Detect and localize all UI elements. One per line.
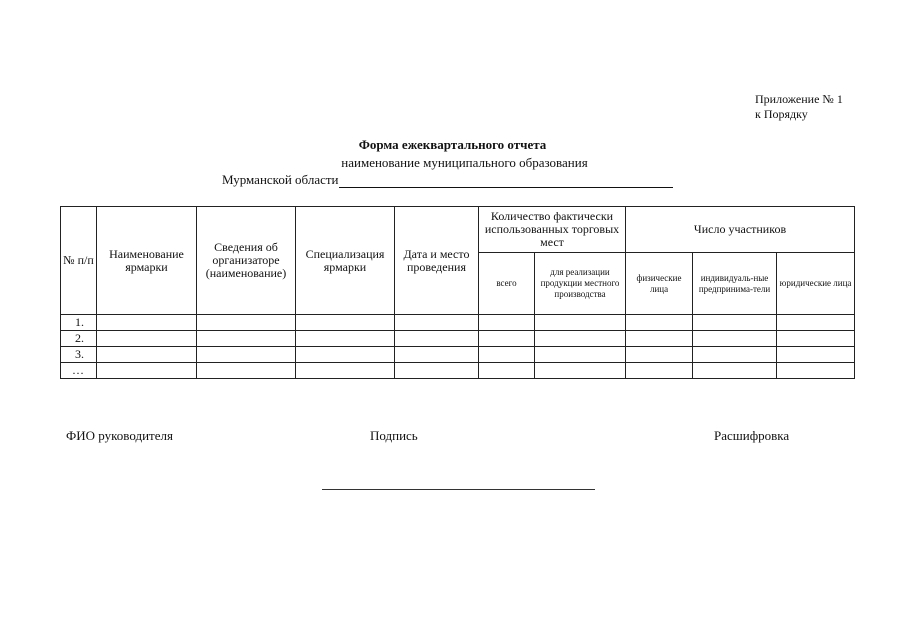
table-cell	[97, 331, 197, 347]
table-cell	[626, 347, 693, 363]
form-subtitle-text: наименование муниципального образования	[341, 155, 588, 170]
table-row	[61, 315, 855, 331]
table-cell	[777, 347, 855, 363]
report-table	[60, 206, 855, 379]
header-specialization: Специализация ярмарки	[296, 207, 395, 315]
table-cell	[197, 331, 296, 347]
header-places-local: для реализации продукции местного производства	[535, 253, 626, 315]
table-cell	[479, 331, 535, 347]
header-organizer: Сведения об организаторе (наименование)	[197, 207, 296, 315]
table-cell	[296, 347, 395, 363]
table-cell	[693, 363, 777, 379]
decoding-label: Расшифровка	[714, 428, 790, 443]
row-number: …	[61, 363, 97, 379]
header-participants-group: Число участников	[626, 207, 855, 253]
signature-label: Подпись	[370, 428, 418, 443]
form-title-text: Форма ежеквартального отчета	[358, 137, 547, 152]
row-number: 2.	[61, 331, 97, 347]
signature-line	[322, 489, 595, 490]
table-cell	[693, 315, 777, 331]
header-entrepreneurs: индивидуаль-ные предпринима-тели	[693, 253, 777, 315]
header-date-place: Дата и место проведения	[395, 207, 479, 315]
region-line	[222, 172, 673, 188]
table-cell	[479, 347, 535, 363]
table-cell	[626, 315, 693, 331]
appendix-line-2: к Порядку	[755, 107, 808, 121]
table-cell	[535, 363, 626, 379]
table-row	[61, 363, 855, 379]
table-cell	[296, 331, 395, 347]
table-cell	[97, 363, 197, 379]
header-individuals: физические лица	[626, 253, 693, 315]
table-cell	[777, 363, 855, 379]
table-row	[61, 331, 855, 347]
table-row	[61, 347, 855, 363]
table-cell	[97, 315, 197, 331]
table-cell	[693, 347, 777, 363]
table-cell	[535, 331, 626, 347]
row-number: 1.	[61, 315, 97, 331]
header-legal-entities: юридические лица	[777, 253, 855, 315]
form-subtitle	[0, 155, 905, 171]
table-cell	[777, 315, 855, 331]
header-fair-name: Наименование ярмарки	[97, 207, 197, 315]
table-cell	[197, 363, 296, 379]
table-cell	[479, 315, 535, 331]
table-cell	[626, 331, 693, 347]
header-places-group: Количество фактически использованных торговых мест	[479, 207, 626, 253]
table-cell	[296, 363, 395, 379]
region-blank-line	[339, 173, 673, 188]
table-cell	[197, 347, 296, 363]
table-cell	[197, 315, 296, 331]
region-label: Мурманской области	[222, 172, 339, 187]
table-cell	[535, 315, 626, 331]
header-places-total: всего	[479, 253, 535, 315]
header-number: № п/п	[61, 207, 97, 315]
table-cell	[395, 331, 479, 347]
table-cell	[395, 347, 479, 363]
head-name-label: ФИО руководителя	[66, 428, 173, 443]
table-cell	[535, 347, 626, 363]
appendix-line-1: Приложение № 1	[755, 92, 843, 106]
table-cell	[693, 331, 777, 347]
row-number: 3.	[61, 347, 97, 363]
form-title	[0, 137, 905, 153]
table-cell	[296, 315, 395, 331]
table-cell	[97, 347, 197, 363]
appendix-note	[755, 92, 843, 122]
table-cell	[479, 363, 535, 379]
table-cell	[626, 363, 693, 379]
table-cell	[777, 331, 855, 347]
table-cell	[395, 363, 479, 379]
table-cell	[395, 315, 479, 331]
